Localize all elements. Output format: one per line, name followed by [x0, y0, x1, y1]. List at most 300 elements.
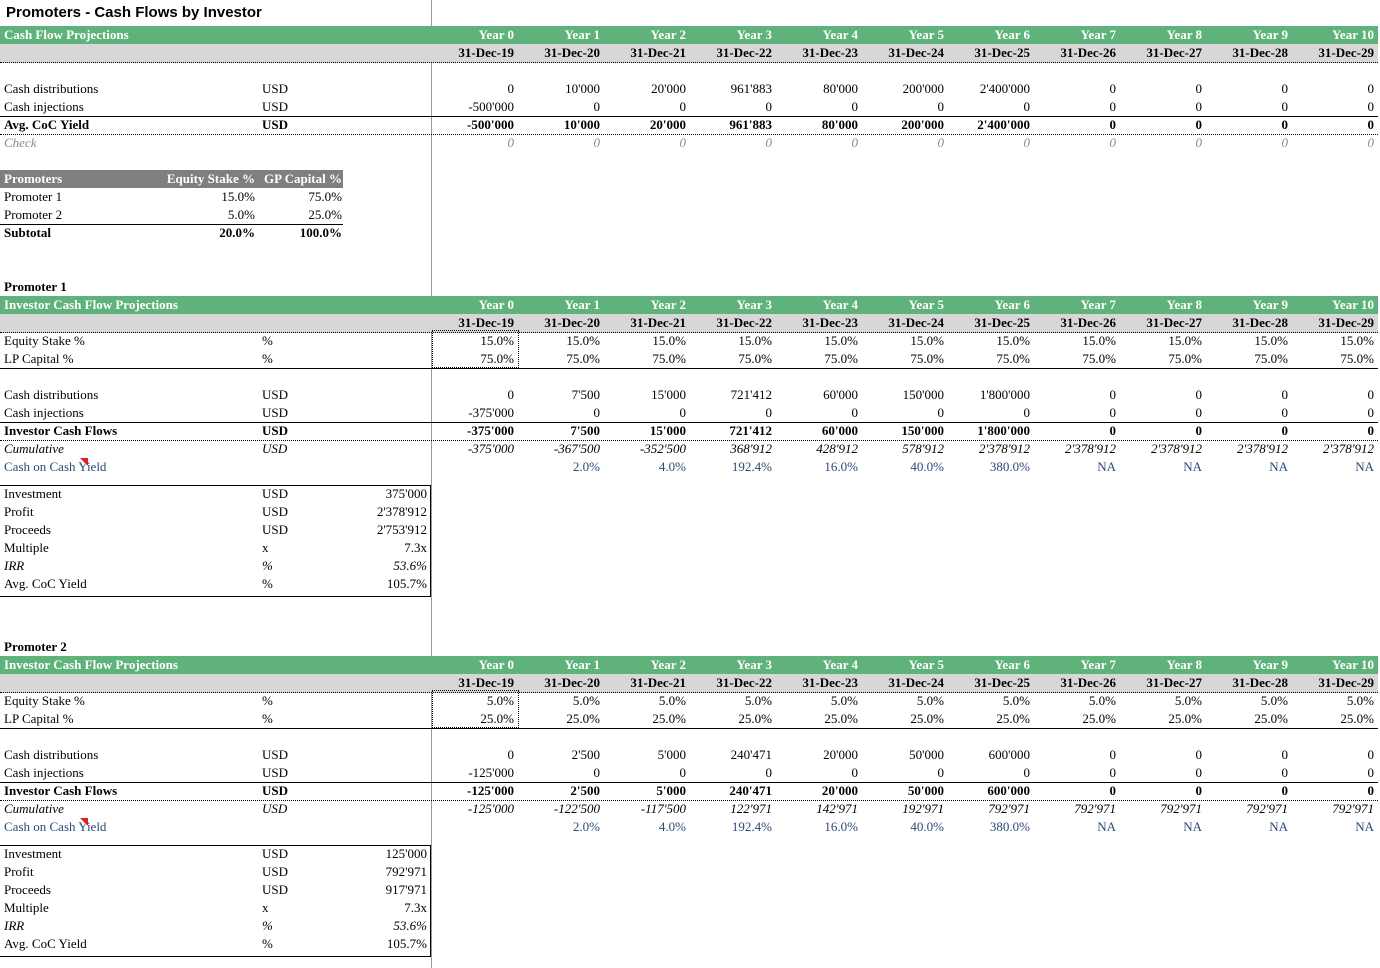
- investor2-injections-value-3[interactable]: 0: [765, 765, 772, 780]
- promoter-name-0[interactable]: Promoter 1: [4, 189, 63, 204]
- investor1-distributions-value-10[interactable]: 0: [1367, 387, 1374, 402]
- investor1-cumulative-value-9[interactable]: 2'378'912: [1236, 441, 1288, 456]
- investor2-lp-capital-value-0[interactable]: 25.0%: [480, 711, 514, 726]
- investor1-lp-capital-value-7[interactable]: 75.0%: [1082, 351, 1116, 366]
- investor1-equity-stake-value-7[interactable]: 15.0%: [1082, 333, 1116, 348]
- summary-avg-coc-value-4[interactable]: 80'000: [821, 117, 858, 132]
- investor1-cumulative-value-0[interactable]: -375'000: [467, 441, 514, 456]
- investor1-injections-value-10[interactable]: 0: [1367, 405, 1374, 420]
- investor1-cumulative-unit[interactable]: USD: [262, 441, 288, 456]
- investor2-metric-label-3[interactable]: Multiple: [4, 900, 49, 915]
- investor1-cash-flows-value-2[interactable]: 15'000: [649, 423, 686, 438]
- investor1-lp-capital-value-9[interactable]: 75.0%: [1254, 351, 1288, 366]
- investor1-year-6[interactable]: Year 6: [994, 297, 1030, 312]
- investor1-cash-flows-value-3[interactable]: 721'412: [729, 423, 772, 438]
- investor2-metric-unit-4[interactable]: %: [262, 918, 273, 933]
- promoter-name-1[interactable]: Promoter 2: [4, 207, 63, 222]
- investor1-distributions-value-8[interactable]: 0: [1195, 387, 1202, 402]
- investor1-date-1[interactable]: 31-Dec-20: [544, 315, 600, 330]
- investor1-cash-flows-value-1[interactable]: 7'500: [570, 423, 600, 438]
- summary-check-label[interactable]: Check: [4, 135, 37, 150]
- summary-check-value-10[interactable]: 0: [1367, 135, 1374, 150]
- investor1-lp-capital-value-4[interactable]: 75.0%: [824, 351, 858, 366]
- investor1-equity-stake-value-3[interactable]: 15.0%: [738, 333, 772, 348]
- investor2-cumulative-value-10[interactable]: 792'971: [1332, 801, 1374, 816]
- investor1-injections-value-7[interactable]: 0: [1109, 405, 1116, 420]
- promoters-header-equity[interactable]: Equity Stake %: [166, 171, 255, 186]
- investor2-cumulative-value-8[interactable]: 792'971: [1160, 801, 1202, 816]
- investor1-cash-flows-value-7[interactable]: 0: [1109, 423, 1116, 438]
- summary-distributions-value-6[interactable]: 2'400'000: [979, 81, 1030, 96]
- investor2-metric-unit-0[interactable]: USD: [262, 846, 289, 861]
- summary-injections-value-5[interactable]: 0: [937, 99, 944, 114]
- investor2-year-4[interactable]: Year 4: [822, 657, 858, 672]
- summary-year-2[interactable]: Year 2: [650, 27, 686, 42]
- summary-injections-value-1[interactable]: 0: [593, 99, 600, 114]
- investor1-cash-flows-value-10[interactable]: 0: [1367, 423, 1374, 438]
- investor1-lp-capital-value-8[interactable]: 75.0%: [1168, 351, 1202, 366]
- summary-check-value-2[interactable]: 0: [679, 135, 686, 150]
- investor2-year-0[interactable]: Year 0: [478, 657, 514, 672]
- summary-distributions-value-4[interactable]: 80'000: [823, 81, 858, 96]
- investor1-equity-stake-label[interactable]: Equity Stake %: [4, 333, 85, 348]
- investor1-metric-value-0[interactable]: 375'000: [385, 486, 427, 501]
- summary-year-7[interactable]: Year 7: [1080, 27, 1116, 42]
- summary-distributions-value-3[interactable]: 961'883: [730, 81, 772, 96]
- investor1-equity-stake-value-6[interactable]: 15.0%: [996, 333, 1030, 348]
- investor2-injections-label[interactable]: Cash injections: [4, 765, 84, 780]
- summary-check-value-3[interactable]: 0: [765, 135, 772, 150]
- investor1-cash-flows-value-9[interactable]: 0: [1281, 423, 1288, 438]
- summary-injections-value-6[interactable]: 0: [1023, 99, 1030, 114]
- investor1-equity-stake-value-0[interactable]: 15.0%: [480, 333, 514, 348]
- investor2-year-2[interactable]: Year 2: [650, 657, 686, 672]
- summary-date-4[interactable]: 31-Dec-23: [802, 45, 858, 60]
- investor1-date-0[interactable]: 31-Dec-19: [458, 315, 514, 330]
- investor2-equity-stake-value-6[interactable]: 5.0%: [1002, 693, 1030, 708]
- investor1-date-4[interactable]: 31-Dec-23: [802, 315, 858, 330]
- summary-injections-value-0[interactable]: -500'000: [468, 99, 514, 114]
- investor1-metric-value-5[interactable]: 105.7%: [386, 576, 427, 591]
- investor2-year-8[interactable]: Year 8: [1166, 657, 1202, 672]
- investor2-name[interactable]: Promoter 2: [4, 639, 67, 654]
- promoter-gp-0[interactable]: 75.0%: [308, 189, 342, 204]
- investor2-cumulative-value-4[interactable]: 142'971: [816, 801, 858, 816]
- summary-check-value-1[interactable]: 0: [593, 135, 600, 150]
- summary-distributions-value-7[interactable]: 0: [1109, 81, 1116, 96]
- investor2-lp-capital-value-8[interactable]: 25.0%: [1168, 711, 1202, 726]
- investor1-cumulative-label[interactable]: Cumulative: [4, 441, 64, 456]
- summary-check-value-0[interactable]: 0: [507, 135, 514, 150]
- investor1-cumulative-value-5[interactable]: 578'912: [902, 441, 944, 456]
- investor2-coc-yield-unit[interactable]: [262, 818, 322, 836]
- investor2-cash-flows-value-10[interactable]: 0: [1367, 783, 1374, 798]
- investor2-distributions-value-8[interactable]: 0: [1195, 747, 1202, 762]
- investor1-distributions-value-9[interactable]: 0: [1281, 387, 1288, 402]
- investor1-year-3[interactable]: Year 3: [736, 297, 772, 312]
- investor1-equity-stake-value-9[interactable]: 15.0%: [1254, 333, 1288, 348]
- summary-year-6[interactable]: Year 6: [994, 27, 1030, 42]
- summary-date-6[interactable]: 31-Dec-25: [974, 45, 1030, 60]
- summary-distributions-value-1[interactable]: 10'000: [565, 81, 600, 96]
- investor2-equity-stake-value-4[interactable]: 5.0%: [830, 693, 858, 708]
- summary-date-3[interactable]: 31-Dec-22: [716, 45, 772, 60]
- investor2-year-7[interactable]: Year 7: [1080, 657, 1116, 672]
- summary-date-8[interactable]: 31-Dec-27: [1146, 45, 1202, 60]
- investor2-injections-value-6[interactable]: 0: [1023, 765, 1030, 780]
- investor1-date-3[interactable]: 31-Dec-22: [716, 315, 772, 330]
- investor1-distributions-value-1[interactable]: 7'500: [571, 387, 600, 402]
- investor1-distributions-value-3[interactable]: 721'412: [730, 387, 772, 402]
- investor2-year-9[interactable]: Year 9: [1252, 657, 1288, 672]
- summary-distributions-value-0[interactable]: 0: [507, 81, 514, 96]
- investor1-year-5[interactable]: Year 5: [908, 297, 944, 312]
- investor1-metric-unit-1[interactable]: USD: [262, 504, 289, 519]
- investor1-date-9[interactable]: 31-Dec-28: [1232, 315, 1288, 330]
- summary-avg-coc-value-9[interactable]: 0: [1281, 117, 1288, 132]
- summary-date-2[interactable]: 31-Dec-21: [630, 45, 686, 60]
- investor2-cumulative-value-5[interactable]: 192'971: [902, 801, 944, 816]
- investor2-year-5[interactable]: Year 5: [908, 657, 944, 672]
- investor2-cash-flows-unit[interactable]: USD: [262, 783, 289, 798]
- investor1-distributions-label[interactable]: Cash distributions: [4, 387, 99, 402]
- investor2-metric-unit-3[interactable]: x: [262, 900, 269, 915]
- summary-injections-value-10[interactable]: 0: [1367, 99, 1374, 114]
- summary-distributions-unit[interactable]: USD: [262, 81, 289, 96]
- investor1-date-6[interactable]: 31-Dec-25: [974, 315, 1030, 330]
- investor1-metric-unit-5[interactable]: %: [262, 576, 273, 591]
- investor2-lp-capital-value-3[interactable]: 25.0%: [738, 711, 772, 726]
- investor1-coc-yield-value-7[interactable]: NA: [1097, 459, 1116, 474]
- investor2-metric-value-1[interactable]: 792'971: [385, 864, 427, 879]
- summary-year-8[interactable]: Year 8: [1166, 27, 1202, 42]
- investor1-coc-yield-value-8[interactable]: NA: [1183, 459, 1202, 474]
- investor2-metric-value-2[interactable]: 917'971: [385, 882, 427, 897]
- summary-avg-coc-label[interactable]: Avg. CoC Yield: [4, 117, 90, 132]
- investor1-cash-flows-value-6[interactable]: 1'800'000: [977, 423, 1030, 438]
- investor1-metric-label-2[interactable]: Proceeds: [4, 522, 51, 537]
- investor1-year-10[interactable]: Year 10: [1331, 297, 1374, 312]
- summary-avg-coc-unit[interactable]: USD: [262, 117, 289, 132]
- summary-avg-coc-value-3[interactable]: 961'883: [729, 117, 772, 132]
- investor1-injections-label[interactable]: Cash injections: [4, 405, 84, 420]
- investor1-metric-label-0[interactable]: Investment: [4, 486, 62, 501]
- investor1-lp-capital-unit[interactable]: %: [262, 351, 273, 366]
- investor2-cash-flows-label[interactable]: Investor Cash Flows: [4, 783, 118, 798]
- summary-avg-coc-value-7[interactable]: 0: [1109, 117, 1116, 132]
- investor2-cash-flows-value-8[interactable]: 0: [1195, 783, 1202, 798]
- investor1-injections-value-8[interactable]: 0: [1195, 405, 1202, 420]
- investor2-metric-label-1[interactable]: Profit: [4, 864, 34, 879]
- investor2-metric-label-2[interactable]: Proceeds: [4, 882, 51, 897]
- investor2-lp-capital-value-4[interactable]: 25.0%: [824, 711, 858, 726]
- investor2-metric-value-5[interactable]: 105.7%: [386, 936, 427, 951]
- investor1-injections-value-6[interactable]: 0: [1023, 405, 1030, 420]
- investor2-cash-flows-value-9[interactable]: 0: [1281, 783, 1288, 798]
- investor2-date-1[interactable]: 31-Dec-20: [544, 675, 600, 690]
- summary-injections-unit[interactable]: USD: [262, 99, 289, 114]
- summary-injections-value-8[interactable]: 0: [1195, 99, 1202, 114]
- investor2-cumulative-label[interactable]: Cumulative: [4, 801, 64, 816]
- summary-year-1[interactable]: Year 1: [564, 27, 600, 42]
- investor1-year-2[interactable]: Year 2: [650, 297, 686, 312]
- investor2-distributions-label[interactable]: Cash distributions: [4, 747, 99, 762]
- investor2-cumulative-unit[interactable]: USD: [262, 801, 288, 816]
- investor1-cumulative-value-10[interactable]: 2'378'912: [1322, 441, 1374, 456]
- investor2-cumulative-value-1[interactable]: -122'500: [553, 801, 600, 816]
- promoters-subtotal-equity[interactable]: 20.0%: [219, 225, 255, 240]
- investor1-equity-stake-value-4[interactable]: 15.0%: [824, 333, 858, 348]
- summary-check-value-6[interactable]: 0: [1023, 135, 1030, 150]
- summary-avg-coc-value-0[interactable]: -500'000: [467, 117, 514, 132]
- promoter-gp-1[interactable]: 25.0%: [308, 207, 342, 222]
- investor2-distributions-value-7[interactable]: 0: [1109, 747, 1116, 762]
- investor2-date-6[interactable]: 31-Dec-25: [974, 675, 1030, 690]
- investor2-metric-unit-2[interactable]: USD: [262, 882, 289, 897]
- investor1-cash-flows-value-5[interactable]: 150'000: [901, 423, 944, 438]
- investor1-equity-stake-value-1[interactable]: 15.0%: [566, 333, 600, 348]
- investor2-date-2[interactable]: 31-Dec-21: [630, 675, 686, 690]
- investor2-injections-value-9[interactable]: 0: [1281, 765, 1288, 780]
- investor1-cash-flows-value-0[interactable]: -375'000: [467, 423, 514, 438]
- investor1-cumulative-value-1[interactable]: -367'500: [553, 441, 600, 456]
- summary-year-0[interactable]: Year 0: [478, 27, 514, 42]
- summary-avg-coc-value-6[interactable]: 2'400'000: [977, 117, 1030, 132]
- investor1-date-8[interactable]: 31-Dec-27: [1146, 315, 1202, 330]
- investor2-distributions-value-1[interactable]: 2'500: [571, 747, 600, 762]
- summary-distributions-value-8[interactable]: 0: [1195, 81, 1202, 96]
- summary-injections-value-7[interactable]: 0: [1109, 99, 1116, 114]
- investor2-coc-yield-value-2[interactable]: 4.0%: [658, 819, 686, 834]
- investor1-distributions-value-5[interactable]: 150'000: [902, 387, 944, 402]
- summary-check-value-4[interactable]: 0: [851, 135, 858, 150]
- investor2-cash-flows-value-7[interactable]: 0: [1109, 783, 1116, 798]
- investor1-cumulative-value-2[interactable]: -352'500: [639, 441, 686, 456]
- summary-check-value-9[interactable]: 0: [1281, 135, 1288, 150]
- investor2-year-3[interactable]: Year 3: [736, 657, 772, 672]
- investor1-distributions-value-2[interactable]: 15'000: [651, 387, 686, 402]
- investor2-lp-capital-value-5[interactable]: 25.0%: [910, 711, 944, 726]
- investor1-coc-yield-value-3[interactable]: 192.4%: [731, 459, 772, 474]
- investor2-coc-yield-value-6[interactable]: 380.0%: [989, 819, 1030, 834]
- investor2-equity-stake-value-3[interactable]: 5.0%: [744, 693, 772, 708]
- investor2-cumulative-value-3[interactable]: 122'971: [730, 801, 772, 816]
- investor2-metric-value-3[interactable]: 7.3x: [404, 900, 427, 915]
- investor2-metric-label-4[interactable]: IRR: [4, 918, 25, 933]
- investor2-distributions-value-9[interactable]: 0: [1281, 747, 1288, 762]
- investor1-metric-unit-4[interactable]: %: [262, 558, 273, 573]
- investor2-distributions-unit[interactable]: USD: [262, 747, 289, 762]
- investor1-cash-flows-label[interactable]: Investor Cash Flows: [4, 423, 118, 438]
- summary-avg-coc-value-5[interactable]: 200'000: [901, 117, 944, 132]
- investor2-metric-unit-5[interactable]: %: [262, 936, 273, 951]
- summary-date-10[interactable]: 31-Dec-29: [1318, 45, 1374, 60]
- investor1-distributions-value-6[interactable]: 1'800'000: [979, 387, 1030, 402]
- investor1-year-8[interactable]: Year 8: [1166, 297, 1202, 312]
- investor1-coc-yield-label[interactable]: Cash on Cash Yield: [4, 459, 107, 474]
- investor1-name[interactable]: Promoter 1: [4, 279, 67, 294]
- investor2-distributions-value-2[interactable]: 5'000: [657, 747, 686, 762]
- investor1-distributions-value-0[interactable]: 0: [507, 387, 514, 402]
- investor2-equity-stake-unit[interactable]: %: [262, 693, 273, 708]
- investor2-date-0[interactable]: 31-Dec-19: [458, 675, 514, 690]
- investor1-metric-value-4[interactable]: 53.6%: [393, 558, 427, 573]
- promoters-header-gp[interactable]: GP Capital %: [263, 171, 342, 186]
- investor2-date-3[interactable]: 31-Dec-22: [716, 675, 772, 690]
- summary-header-label[interactable]: Cash Flow Projections: [4, 27, 129, 42]
- summary-year-9[interactable]: Year 9: [1252, 27, 1288, 42]
- investor1-equity-stake-value-5[interactable]: 15.0%: [910, 333, 944, 348]
- summary-check-unit[interactable]: [262, 134, 322, 152]
- summary-avg-coc-value-8[interactable]: 0: [1195, 117, 1202, 132]
- investor2-cash-flows-value-2[interactable]: 5'000: [656, 783, 686, 798]
- investor1-year-9[interactable]: Year 9: [1252, 297, 1288, 312]
- investor1-equity-stake-value-8[interactable]: 15.0%: [1168, 333, 1202, 348]
- promoter-equity-1[interactable]: 5.0%: [227, 207, 255, 222]
- investor2-date-7[interactable]: 31-Dec-26: [1060, 675, 1116, 690]
- investor2-injections-value-8[interactable]: 0: [1195, 765, 1202, 780]
- summary-injections-value-9[interactable]: 0: [1281, 99, 1288, 114]
- investor2-injections-value-10[interactable]: 0: [1367, 765, 1374, 780]
- investor2-lp-capital-value-6[interactable]: 25.0%: [996, 711, 1030, 726]
- investor2-lp-capital-unit[interactable]: %: [262, 711, 273, 726]
- promoters-header-name[interactable]: Promoters: [4, 171, 63, 186]
- investor2-lp-capital-value-7[interactable]: 25.0%: [1082, 711, 1116, 726]
- investor1-date-10[interactable]: 31-Dec-29: [1318, 315, 1374, 330]
- investor1-date-5[interactable]: 31-Dec-24: [888, 315, 944, 330]
- investor2-equity-stake-value-2[interactable]: 5.0%: [658, 693, 686, 708]
- investor1-metric-unit-3[interactable]: x: [262, 540, 269, 555]
- investor2-coc-yield-value-9[interactable]: NA: [1269, 819, 1288, 834]
- investor1-metric-value-3[interactable]: 7.3x: [404, 540, 427, 555]
- summary-avg-coc-value-2[interactable]: 20'000: [649, 117, 686, 132]
- investor2-coc-yield-value-10[interactable]: NA: [1355, 819, 1374, 834]
- investor2-header-label[interactable]: Investor Cash Flow Projections: [4, 657, 178, 672]
- investor1-date-7[interactable]: 31-Dec-26: [1060, 315, 1116, 330]
- investor1-cumulative-value-7[interactable]: 2'378'912: [1064, 441, 1116, 456]
- investor2-coc-yield-value-8[interactable]: NA: [1183, 819, 1202, 834]
- investor1-injections-value-5[interactable]: 0: [937, 405, 944, 420]
- investor1-lp-capital-value-0[interactable]: 75.0%: [480, 351, 514, 366]
- investor1-header-label[interactable]: Investor Cash Flow Projections: [4, 297, 178, 312]
- investor1-injections-value-1[interactable]: 0: [593, 405, 600, 420]
- investor2-cumulative-value-6[interactable]: 792'971: [988, 801, 1030, 816]
- investor1-coc-yield-unit[interactable]: [262, 458, 322, 476]
- investor2-injections-unit[interactable]: USD: [262, 765, 289, 780]
- investor2-cumulative-value-7[interactable]: 792'971: [1074, 801, 1116, 816]
- investor1-year-4[interactable]: Year 4: [822, 297, 858, 312]
- investor2-coc-yield-value-7[interactable]: NA: [1097, 819, 1116, 834]
- investor2-metric-label-5[interactable]: Avg. CoC Yield: [4, 936, 87, 951]
- investor2-equity-stake-value-1[interactable]: 5.0%: [572, 693, 600, 708]
- investor1-lp-capital-value-1[interactable]: 75.0%: [566, 351, 600, 366]
- investor2-cash-flows-value-5[interactable]: 50'000: [907, 783, 944, 798]
- summary-injections-value-3[interactable]: 0: [765, 99, 772, 114]
- summary-check-value-7[interactable]: 0: [1109, 135, 1116, 150]
- summary-injections-value-2[interactable]: 0: [679, 99, 686, 114]
- investor1-date-2[interactable]: 31-Dec-21: [630, 315, 686, 330]
- investor2-year-1[interactable]: Year 1: [564, 657, 600, 672]
- investor2-distributions-value-10[interactable]: 0: [1367, 747, 1374, 762]
- summary-check-value-8[interactable]: 0: [1195, 135, 1202, 150]
- promoter-equity-0[interactable]: 15.0%: [221, 189, 255, 204]
- investor2-cash-flows-value-0[interactable]: -125'000: [467, 783, 514, 798]
- investor2-lp-capital-value-2[interactable]: 25.0%: [652, 711, 686, 726]
- investor1-metric-label-1[interactable]: Profit: [4, 504, 34, 519]
- investor1-injections-value-3[interactable]: 0: [765, 405, 772, 420]
- investor1-coc-yield-value-1[interactable]: 2.0%: [572, 459, 600, 474]
- investor1-metric-label-4[interactable]: IRR: [4, 558, 25, 573]
- investor1-metric-value-1[interactable]: 2'378'912: [376, 504, 427, 519]
- investor2-cash-flows-value-4[interactable]: 20'000: [821, 783, 858, 798]
- investor2-lp-capital-value-1[interactable]: 25.0%: [566, 711, 600, 726]
- investor2-equity-stake-label[interactable]: Equity Stake %: [4, 693, 85, 708]
- investor2-metric-value-0[interactable]: 125'000: [385, 846, 427, 861]
- investor1-coc-yield-value-10[interactable]: NA: [1355, 459, 1374, 474]
- investor1-injections-unit[interactable]: USD: [262, 405, 289, 420]
- investor1-injections-value-9[interactable]: 0: [1281, 405, 1288, 420]
- investor1-lp-capital-value-2[interactable]: 75.0%: [652, 351, 686, 366]
- investor1-equity-stake-value-2[interactable]: 15.0%: [652, 333, 686, 348]
- summary-year-3[interactable]: Year 3: [736, 27, 772, 42]
- investor1-metric-label-3[interactable]: Multiple: [4, 540, 49, 555]
- investor1-year-0[interactable]: Year 0: [478, 297, 514, 312]
- summary-distributions-label[interactable]: Cash distributions: [4, 81, 99, 96]
- investor2-coc-yield-value-4[interactable]: 16.0%: [824, 819, 858, 834]
- investor1-cumulative-value-8[interactable]: 2'378'912: [1150, 441, 1202, 456]
- investor2-lp-capital-value-9[interactable]: 25.0%: [1254, 711, 1288, 726]
- investor1-year-1[interactable]: Year 1: [564, 297, 600, 312]
- investor2-coc-yield-value-1[interactable]: 2.0%: [572, 819, 600, 834]
- investor2-equity-stake-value-7[interactable]: 5.0%: [1088, 693, 1116, 708]
- investor1-equity-stake-unit[interactable]: %: [262, 333, 273, 348]
- summary-date-9[interactable]: 31-Dec-28: [1232, 45, 1288, 60]
- investor2-injections-value-0[interactable]: -125'000: [468, 765, 514, 780]
- investor2-metric-value-4[interactable]: 53.6%: [393, 918, 427, 933]
- investor2-lp-capital-label[interactable]: LP Capital %: [4, 711, 74, 726]
- investor2-injections-value-1[interactable]: 0: [593, 765, 600, 780]
- investor2-distributions-value-6[interactable]: 600'000: [988, 747, 1030, 762]
- summary-date-0[interactable]: 31-Dec-19: [458, 45, 514, 60]
- investor1-metric-value-2[interactable]: 2'753'912: [376, 522, 427, 537]
- investor2-cumulative-value-9[interactable]: 792'971: [1246, 801, 1288, 816]
- investor1-lp-capital-label[interactable]: LP Capital %: [4, 351, 74, 366]
- investor1-distributions-unit[interactable]: USD: [262, 387, 289, 402]
- summary-distributions-value-9[interactable]: 0: [1281, 81, 1288, 96]
- investor2-injections-value-4[interactable]: 0: [851, 765, 858, 780]
- investor2-date-10[interactable]: 31-Dec-29: [1318, 675, 1374, 690]
- investor1-lp-capital-value-5[interactable]: 75.0%: [910, 351, 944, 366]
- investor2-date-8[interactable]: 31-Dec-27: [1146, 675, 1202, 690]
- investor1-coc-yield-value-2[interactable]: 4.0%: [658, 459, 686, 474]
- investor1-cash-flows-value-4[interactable]: 60'000: [821, 423, 858, 438]
- summary-check-value-5[interactable]: 0: [937, 135, 944, 150]
- investor1-injections-value-0[interactable]: -375'000: [468, 405, 514, 420]
- summary-date-7[interactable]: 31-Dec-26: [1060, 45, 1116, 60]
- investor1-coc-yield-value-4[interactable]: 16.0%: [824, 459, 858, 474]
- investor2-cumulative-value-2[interactable]: -117'500: [640, 801, 686, 816]
- investor1-cumulative-value-4[interactable]: 428'912: [816, 441, 858, 456]
- investor1-metric-label-5[interactable]: Avg. CoC Yield: [4, 576, 87, 591]
- investor1-coc-yield-value-5[interactable]: 40.0%: [910, 459, 944, 474]
- investor2-metric-unit-1[interactable]: USD: [262, 864, 289, 879]
- investor2-injections-value-2[interactable]: 0: [679, 765, 686, 780]
- promoters-subtotal-name[interactable]: Subtotal: [4, 225, 51, 240]
- investor1-cumulative-value-6[interactable]: 2'378'912: [978, 441, 1030, 456]
- summary-year-5[interactable]: Year 5: [908, 27, 944, 42]
- investor1-distributions-value-7[interactable]: 0: [1109, 387, 1116, 402]
- investor2-cash-flows-value-1[interactable]: 2'500: [570, 783, 600, 798]
